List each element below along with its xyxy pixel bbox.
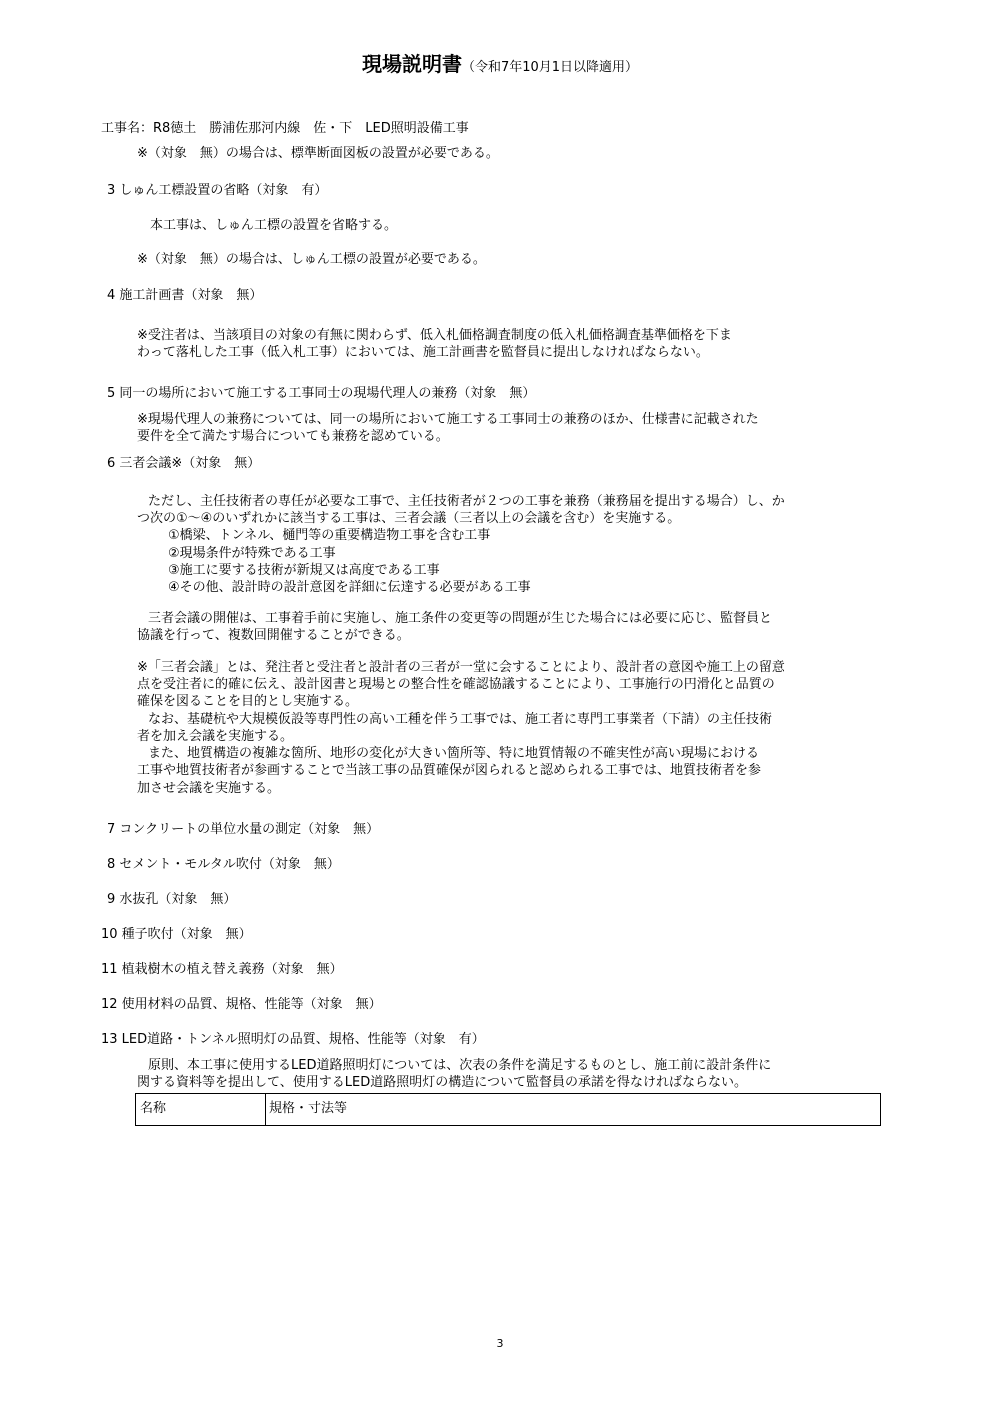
section-7-heading: 7 コンクリートの単位水量の測定（対象 無） — [107, 822, 380, 837]
section-3-note: ※（対象 無）の場合は、しゅん工標の設置が必要である。 — [137, 252, 486, 267]
section-8-heading: 8 セメント・モルタル吹付（対象 無） — [107, 857, 340, 872]
page-title — [0, 48, 1000, 77]
section-6-item: ①橋梁、トンネル、樋門等の重要構造物工事を含む工事 — [168, 528, 491, 543]
section-6-note-line: 確保を図ることを目的とし実施する。 — [137, 694, 359, 709]
table-header-spec: 規格・寸法等 — [269, 1101, 348, 1116]
section-13-line: 関する資料等を提出して、使用するLED道路照明灯の構造について監督員の承諾を得なければならない。 — [137, 1075, 747, 1090]
section-6-note-line: 点を受注者に的確に伝え、設計図書と現場との整合性を確認協議することにより、工事施行の円滑化と品質の — [137, 677, 775, 692]
table-header-name: 名称 — [136, 1094, 266, 1125]
section-6-note-line: また、地質構造の複雑な箇所、地形の変化が大きい箇所等、特に地質情報の不確実性が高い現場における — [148, 746, 760, 761]
section-3-heading: 3 しゅん工標設置の省略（対象 有） — [107, 183, 328, 198]
section-4-line: ※受注者は、当該項目の対象の有無に関わらず、低入札価格調査制度の低入札価格調査基準価格を下ま — [137, 328, 732, 343]
section-4-line: わって落札した工事（低入札工事）においては、施工計画書を監督員に提出しなければならない。 — [137, 345, 709, 360]
section-6-note-line: 加させ会議を実施する。 — [137, 781, 281, 796]
page-number: 3 — [496, 1337, 504, 1350]
section-5-line: ※現場代理人の兼務については、同一の場所において施工する工事同士の兼務のほか、仕様書に記載された — [137, 412, 759, 427]
section-12-heading: 12 使用材料の品質、規格、性能等（対象 無） — [101, 997, 382, 1012]
title-main: 現場説明書 — [361, 52, 462, 76]
section-10-heading: 10 種子吹付（対象 無） — [101, 927, 252, 942]
section-9-heading: 9 水抜孔（対象 無） — [107, 892, 237, 907]
section-3-body: 本工事は、しゅん工標の設置を省略する。 — [150, 218, 398, 233]
section-6-intro-line: つ次の①～④のいずれかに該当する工事は、三者会議（三者以上の会議を含む）を実施する。 — [137, 511, 681, 526]
section-11-heading: 11 植栽樹木の植え替え義務（対象 無） — [101, 962, 343, 977]
section-6-heading: 6 三者会議※（対象 無） — [107, 456, 261, 471]
section-6-note-line: 工事や地質技術者が参画することで当該工事の品質確保が図られると認められる工事では、地質技術者を参 — [137, 763, 762, 778]
section-6-intro-line: ただし、主任技術者の専任が必要な工事で、主任技術者が２つの工事を兼務（兼務届を提出する場合）し、か — [148, 494, 785, 509]
section-4-heading: 4 施工計画書（対象 無） — [107, 288, 263, 303]
title-applicability: （令和7年10月1日以降適用） — [461, 60, 639, 75]
section-6-para2-line: 三者会議の開催は、工事着手前に実施し、施工条件の変更等の問題が生じた場合には必要に応じ、監督員と — [148, 611, 773, 626]
project-name: 工事名：R8徳土 勝浦佐那河内線 佐・下 LED照明設備工事 — [101, 121, 469, 136]
section-13-line: 原則、本工事に使用するLED道路照明灯については、次表の条件を満足するものとし、施工前に設計条件に — [148, 1058, 772, 1073]
led-spec-table — [135, 1093, 881, 1126]
section-6-para2-line: 協議を行って、複数回開催することができる。 — [137, 628, 410, 643]
section-6-item: ③施工に要する技術が新規又は高度である工事 — [168, 563, 440, 578]
section-6-item: ②現場条件が特殊である工事 — [168, 546, 336, 561]
section-6-item: ④その他、設計時の設計意図を詳細に伝達する必要がある工事 — [168, 580, 531, 595]
section-6-note-line: なお、基礎杭や大規模仮設等専門性の高い工種を伴う工事では、施工者に専門工事業者（下請）の主任技術 — [148, 712, 773, 727]
section-5-line: 要件を全て満たす場合についても兼務を認めている。 — [137, 429, 449, 444]
section-5-heading: 5 同一の場所において施工する工事同士の現場代理人の兼務（対象 無） — [107, 386, 536, 401]
section-13-heading: 13 LED道路・トンネル照明灯の品質、規格、性能等（対象 有） — [101, 1032, 485, 1047]
note-standard-sign: ※（対象 無）の場合は、標準断面図板の設置が必要である。 — [137, 146, 499, 161]
section-6-note-line: ※「三者会議」とは、発注者と受注者と設計者の三者が一堂に会することにより、設計者の意図や施工上の留意 — [137, 660, 785, 675]
section-6-note-line: 者を加え会議を実施する。 — [137, 729, 294, 744]
